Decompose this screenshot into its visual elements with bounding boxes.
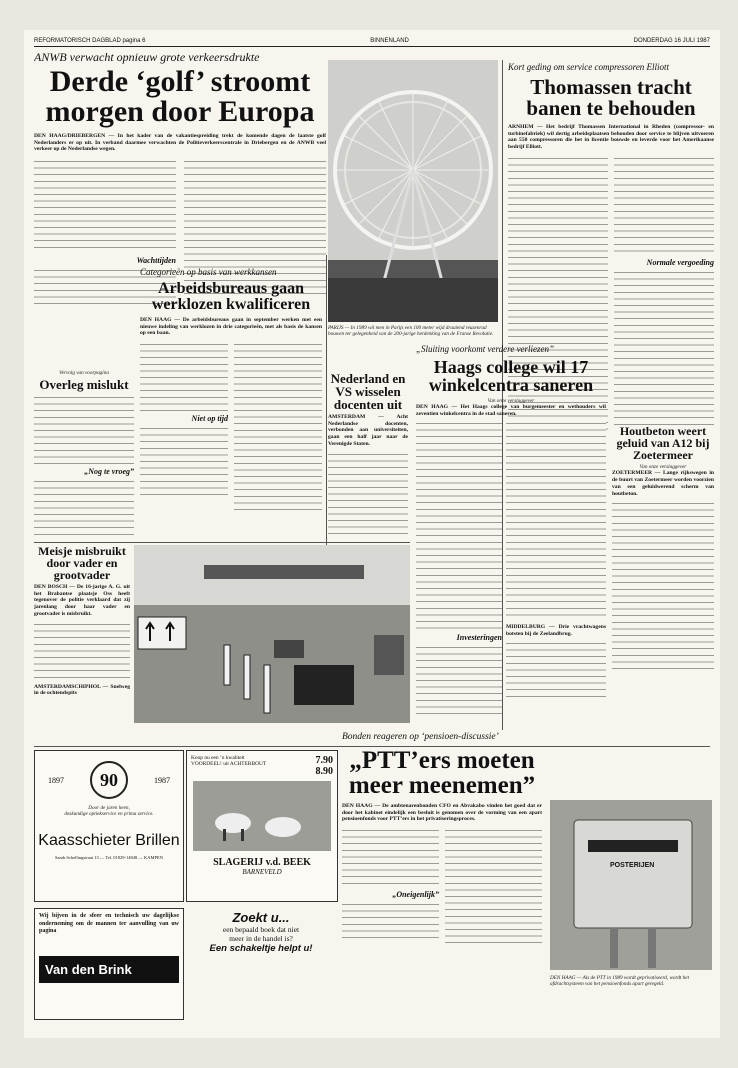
zoetermeer-story — [612, 425, 714, 725]
overleg-byline: Vervolg van voorpagina — [59, 370, 109, 376]
overleg-story — [34, 370, 134, 540]
slagerij-name: SLAGERIJ v.d. BEEK — [213, 857, 311, 868]
page-header — [34, 36, 710, 47]
shop-address: Sarah Schellingstraat 13 — Tel. 01829-14848 — KAMPEN — [54, 854, 164, 860]
elliott-intro: ARNHEM — Het bedrijf Thomassen International in Rheden (compressor- en turbinefabriek) wil dertig arbeidsplaatsen behouden door service te blijven uitvoeren aan 550 compressoren die het in licentie bouwde en leverde voor het Amerikaanse bedrijf Elliott. — [508, 124, 714, 151]
lead-headline: Derde ‘golf’ stroomt morgen door Europa — [45, 65, 315, 128]
haags-byline: Van onze verslaggever — [487, 398, 535, 404]
postbox-label: POSTERIJEN — [610, 862, 655, 869]
haags-headline: Haags college wil 17 winkelcentra saneren — [428, 357, 594, 395]
paper-name: REFORMATORISCH DAGBLAD pagina 6 — [34, 38, 146, 44]
brief-item: AMSTERDAMSCHIPHOL — Snelweg in de ochtendspits — [34, 683, 130, 697]
elliott-kicker: Kort geding om service compressoren Elliott — [508, 62, 670, 72]
postbox-icon — [550, 800, 712, 970]
section-name: BINNENLAND — [370, 38, 409, 44]
highway-photo — [134, 545, 410, 723]
nlvs-intro: AMSTERDAM — Acht Nederlandse docenten, verbonden aan universiteiten, gaan een half jaar naar de Verenigde Staten. — [328, 414, 408, 447]
ad-line2: deskundige optiekservice en prima service. — [64, 811, 154, 818]
kaasschieter-ad — [34, 750, 184, 902]
ptt-caption: DEN HAAG — Als de PTT in 1989 wordt geprivatiseerd, wordt het afdrachtsysteem van het pensioenfonds apart geregeld. — [550, 975, 690, 988]
meisje-story — [34, 545, 130, 745]
ptt-kicker: Bonden reageren op ‘pensioen-discussie’ — [342, 732, 499, 742]
schakel-line3: meer in de handel is? — [229, 934, 293, 943]
haags-intro: DEN HAAG — Het Haags college van burgemeester en wethouders wil zeventien winkelcentra in de stad saneren. — [416, 404, 606, 418]
haags-subhead: Investeringen — [456, 633, 502, 642]
overleg-headline: Overleg mislukt — [39, 377, 129, 393]
elliott-headline: Thomassen tracht banen te behouden — [526, 75, 696, 120]
schakel-line1: Zoekt u... — [232, 910, 290, 925]
slagerij-promo: Koop nu een ’n kwaliteit VOORDEEL! uit ACHTERBOUT — [191, 755, 267, 767]
overleg-subhead: „Nog te vroeg” — [84, 467, 134, 477]
anniversary-number: 90 — [90, 761, 128, 799]
elliott-subhead: Normale vergoeding — [646, 257, 714, 267]
ad-line1: Door de jaren heen, — [88, 805, 130, 811]
nlvs-story — [328, 372, 408, 542]
arbeid-intro: DEN HAAG — De arbeidsbureaus gaan in september werken met een nieuwe indeling van werklozen in drie categorieën, met als basis de kansen op een baan. — [140, 317, 322, 337]
zoetermeer-byline: Van onze verslaggever — [639, 464, 687, 470]
lead-kicker: ANWB verwacht opnieuw grote verkeersdrukte — [34, 50, 260, 64]
price-1: 7.90 — [315, 755, 333, 766]
arbeid-subhead: Niet op tijd — [191, 414, 228, 424]
year-end: 1987 — [154, 775, 170, 785]
newspaper-page — [24, 30, 720, 1038]
arbeid-kicker: Categorieën op basis van werkkansen — [140, 267, 277, 277]
zoetermeer-intro: ZOETERMEER — Lange rijkswegen in de buurt van Zoetermeer worden voorzien van een geluidwerend scherm van houtbeton. — [612, 470, 714, 497]
vandebrink-logo: Van den Brink — [39, 956, 179, 983]
postbox-photo — [550, 800, 712, 970]
shop-name: Kaasschieter Brillen — [38, 831, 180, 849]
ferris-wheel-photo — [328, 60, 498, 322]
ferris-wheel-icon — [328, 60, 498, 322]
price-2: 8.90 — [315, 766, 333, 777]
schakel-line2: een bepaald boek dat niet — [222, 925, 300, 934]
vandebrink-ad — [34, 908, 184, 1020]
meisje-headline: Meisje misbruikt door vader en grootvader — [38, 545, 126, 582]
highway-scene-icon — [134, 545, 410, 723]
lead-intro: DEN HAAG/DRIEBERGEN — In het kader van de vakantiespreiding trekt de komende dagen de laatste golf Nederlanders er op uit. In verband daarmee verwachten de Politieverkeerscentrale in Driebergen en de ANWB veel verkeer op de Nederlandse wegen. — [34, 133, 326, 153]
lead-subhead: Wachttijden — [136, 256, 176, 266]
arbeid-story — [140, 265, 322, 540]
ptt-subhead: „Oneigenlijk” — [392, 890, 439, 900]
nlvs-headline: Nederland en VS wisselen docenten uit — [330, 372, 406, 412]
zoetermeer-headline: Houtbeton weert geluid van A12 bij Zoetermeer — [616, 425, 710, 462]
vandebrink-text: Wij bijven in de sfeer en technisch uw dagelijkse onderneming om de mannen ter aanvulling van uw pagina — [39, 913, 179, 934]
issue-date: DONDERDAG 16 JULI 1987 — [633, 38, 710, 44]
haags-kicker: „Sluiting voorkomt verdere verliezen” — [416, 344, 555, 354]
lead-body-filler — [34, 158, 176, 253]
ptt-intro: DEN HAAG — De ambtenarenbonden CFO en Abvakabo vinden het goed dat er door het kabinet eindelijk een besluit is genomen over de vorming van een apart pensioenfonds voor PTT’ers in het privatiseringsproces. — [342, 803, 542, 823]
ferris-caption: PARIJS — In 1989 wil men in Parijs een 100 meter wijd draaiend reuzenrad bouwen ter gelegenheid van de 200-jarige herdenking van de Franse Revolutie. — [328, 325, 494, 338]
ptt-headline: „PTT’ers moeten meer meenemen” — [348, 747, 536, 799]
middelburg-brief: MIDDELBURG — Drie vrachtwagens botsten bij de Zeelandbrug. — [506, 624, 606, 637]
meisje-intro: DEN BOSCH — De 16-jarige A. G. uit het Brabantse plaatsje Oss heeft tegenover de politie verklaard dat zij jarenlang door haar vader en grootvader is misbruikt. — [34, 584, 130, 617]
schakeltje-ad — [186, 910, 336, 980]
cows-photo — [193, 781, 331, 851]
slagerij-town: BARNEVELD — [242, 868, 282, 876]
slagerij-ad — [186, 750, 338, 902]
cow-icon — [193, 781, 331, 851]
arbeid-headline: Arbeidsbureaus gaan werklozen kwalificeren — [151, 280, 311, 313]
schakel-line4: Een schakeltje helpt u! — [209, 943, 313, 954]
year-start: 1897 — [48, 775, 64, 785]
